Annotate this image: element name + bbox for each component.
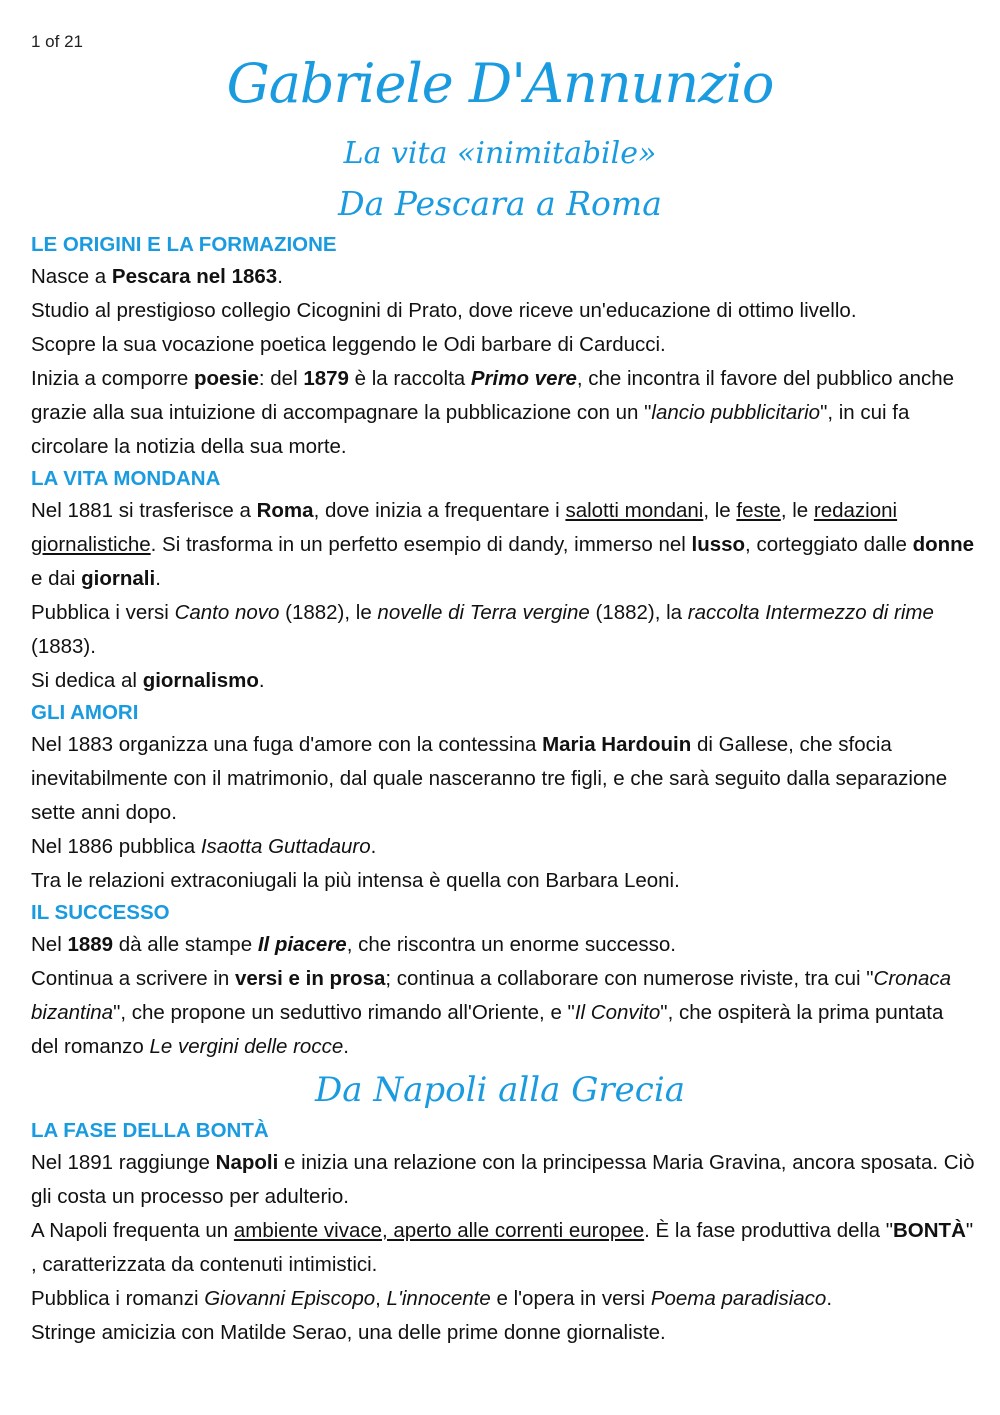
paragraph: Si dedica al giornalismo. [31, 669, 265, 692]
paragraph: Nel 1889 dà alle stampe Il piacere, che riscontra un enorme successo. [31, 933, 676, 956]
paragraph: Tra le relazioni extraconiugali la più intensa è quella con Barbara Leoni. [31, 869, 680, 892]
paragraph: Nel 1883 organizza una fuga d'amore con la contessina Maria Hardouin di Gallese, che sfocia inevitabilmente con il matrimonio, dal quale nasceranno tre figli, e che sarà seguito dalla separazione sette anni dopo. [31, 733, 948, 824]
heading-origini: LE ORIGINI E LA FORMAZIONE [31, 233, 337, 256]
paragraph: Nel 1881 si trasferisce a Roma, dove inizia a frequentare i salotti mondani, le feste, le redazioni giornalistiche. Si trasforma in un perfetto esempio di dandy, immerso nel lusso, corteggiato dalle donne e dai giornali. [31, 499, 975, 590]
document-body [31, 230, 976, 1350]
heading-vita-mondana: LA VITA MONDANA [31, 467, 221, 490]
document-subtitle: La vita «inimitabile» [343, 136, 657, 171]
page-indicator: 1 of 21 [31, 32, 83, 51]
paragraph: Nasce a Pescara nel 1863. [31, 265, 283, 288]
heading-fase-bonta: LA FASE DELLA BONTÀ [31, 1119, 269, 1142]
document-title: Gabriele D'Annunzio [226, 52, 774, 115]
paragraph: A Napoli frequenta un ambiente vivace, aperto alle correnti europee. È la fase produttiva della "BONTÀ" , caratterizzata da contenuti intimistici. [31, 1219, 974, 1276]
paragraph: Nel 1891 raggiunge Napoli e inizia una relazione con la principessa Maria Gravina, ancora sposata. Ciò gli costa un processo per adulterio. [31, 1151, 975, 1208]
paragraph: Inizia a comporre poesie: del 1879 è la raccolta Primo vere, che incontra il favore del pubblico anche grazie alla sua intuizione di accompagnare la pubblicazione con un "lancio pubblicitario", in cui fa circolare la notizia della sua morte. [31, 367, 955, 458]
paragraph: Continua a scrivere in versi e in prosa; continua a collaborare con numerose riviste, tra cui "Cronaca bizantina", che propone un seduttivo rimando all'Oriente, e "Il Convito", che ospiterà la prima puntata del romanzo Le vergini delle rocce. [31, 967, 952, 1058]
paragraph: Stringe amicizia con Matilde Serao, una delle prime donne giornaliste. [31, 1321, 666, 1344]
heading-amori: GLI AMORI [31, 701, 139, 724]
section-title-pescara-roma: Da Pescara a Roma [338, 184, 662, 223]
paragraph: Nel 1886 pubblica Isaotta Guttadauro. [31, 835, 377, 858]
paragraph: Studio al prestigioso collegio Cicognini di Prato, dove riceve un'educazione di ottimo livello. [31, 299, 857, 322]
section-title-napoli-grecia: Da Napoli alla Grecia [315, 1070, 685, 1110]
paragraph: Scopre la sua vocazione poetica leggendo le Odi barbare di Carducci. [31, 333, 666, 356]
paragraph: Pubblica i versi Canto novo (1882), le novelle di Terra vergine (1882), la raccolta Intermezzo di rime (1883). [31, 601, 934, 658]
heading-successo: IL SUCCESSO [31, 901, 170, 924]
paragraph: Pubblica i romanzi Giovanni Episcopo, L'innocente e l'opera in versi Poema paradisiaco. [31, 1287, 833, 1310]
